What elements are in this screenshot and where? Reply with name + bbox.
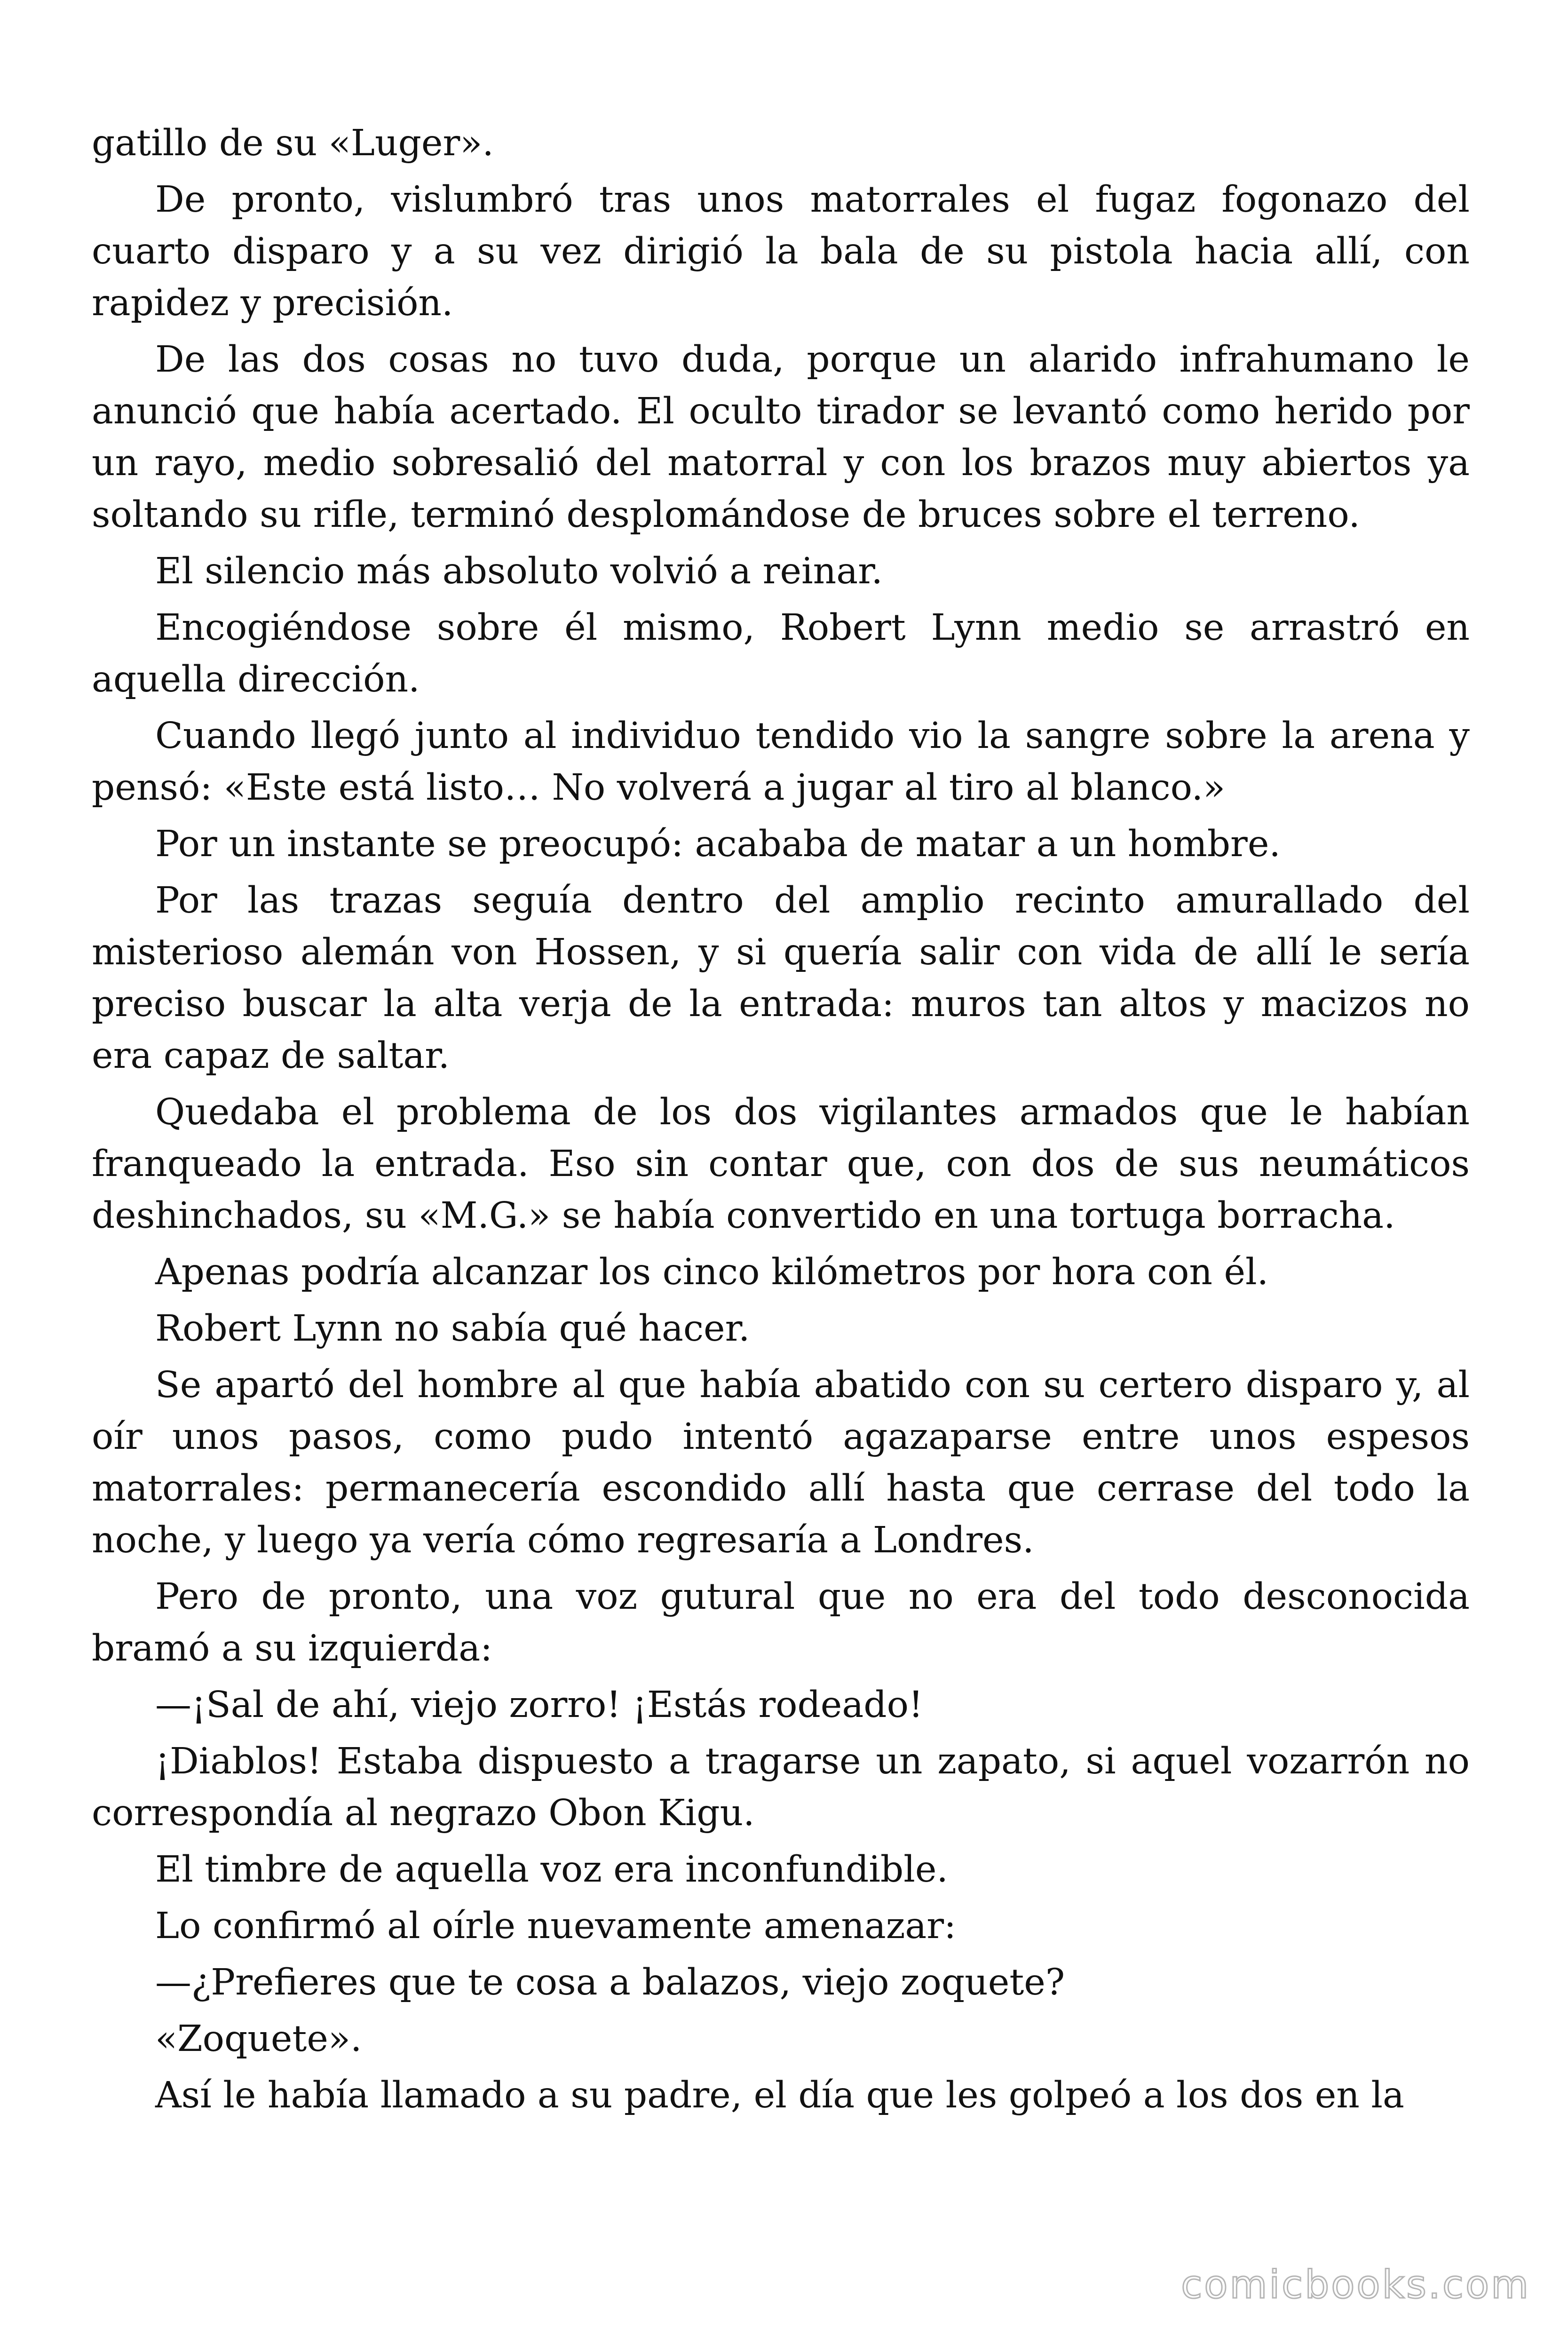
paragraph-5: Encogiéndose sobre él mismo, Robert Lynn medio se arrastró en aquella dirección. <box>92 607 1470 700</box>
paragraph-9: Quedaba el problema de los dos vigilantes armados que le habían franqueado la entrada. Eso sin contar que, con dos de sus neumáticos deshinchados, su «M.G.» se había convertido en una tortuga borracha. <box>92 1091 1470 1237</box>
paragraph-19: «Zoquete». <box>155 2018 362 2060</box>
watermark-text: comicbooks.com <box>1181 2263 1530 2307</box>
paragraph-16: El timbre de aquella voz era inconfundible. <box>155 1849 948 1891</box>
paragraph-20: Así le había llamado a su padre, el día que les golpeó a los dos en la <box>155 2074 1404 2116</box>
paragraph-17: Lo confirmó al oírle nuevamente amenazar: <box>155 1905 957 1947</box>
paragraph-15: ¡Diablos! Estaba dispuesto a tragarse un zapato, si aquel vozarrón no correspondía al negrazo Obon Kigu. <box>92 1740 1470 1834</box>
paragraph-4: El silencio más absoluto volvió a reinar. <box>155 550 883 592</box>
paragraph-11: Robert Lynn no sabía qué hacer. <box>155 1308 750 1350</box>
paragraph-14: —¡Sal de ahí, viejo zorro! ¡Estás rodeado! <box>155 1684 923 1726</box>
paragraph-10: Apenas podría alcanzar los cinco kilómetros por hora con él. <box>155 1251 1269 1293</box>
paragraph-12: Se apartó del hombre al que había abatido con su certero disparo y, al oír unos pasos, como pudo intentó agazaparse entre unos espesos matorrales: permanecería escondido allí hasta que cerrase del todo la noche, y luego ya vería cómo regresaría a Londres. <box>92 1364 1470 1561</box>
paragraph-6: Cuando llegó junto al individuo tendido vio la sangre sobre la arena y pensó: «Este está listo… No volverá a jugar al tiro al blanco.» <box>92 715 1470 809</box>
paragraph-2: De pronto, vislumbró tras unos matorrales el fugaz fogonazo del cuarto disparo y a su vez dirigió la bala de su pistola hacia allí, con rapidez y precisión. <box>92 179 1470 324</box>
page-text-block <box>92 118 1470 2126</box>
paragraph-1: gatillo de su «Luger». <box>92 122 494 164</box>
paragraph-3: De las dos cosas no tuvo duda, porque un alarido infrahumano le anunció que había acertado. El oculto tirador se levantó como herido por un rayo, medio sobresalió del matorral y con los brazos muy abiertos ya soltando su rifle, terminó desplomándose de bruces sobre el terreno. <box>92 339 1470 536</box>
paragraph-8: Por las trazas seguía dentro del amplio recinto amurallado del misterioso alemán von Hossen, y si quería salir con vida de allí le sería preciso buscar la alta verja de la entrada: muros tan altos y macizos no era capaz de saltar. <box>92 880 1470 1077</box>
paragraph-7: Por un instante se preocupó: acababa de matar a un hombre. <box>155 823 1281 865</box>
paragraph-13: Pero de pronto, una voz gutural que no era del todo desconocida bramó a su izquierda: <box>92 1576 1470 1669</box>
paragraph-18: —¿Prefieres que te cosa a balazos, viejo zoquete? <box>155 1962 1065 2003</box>
